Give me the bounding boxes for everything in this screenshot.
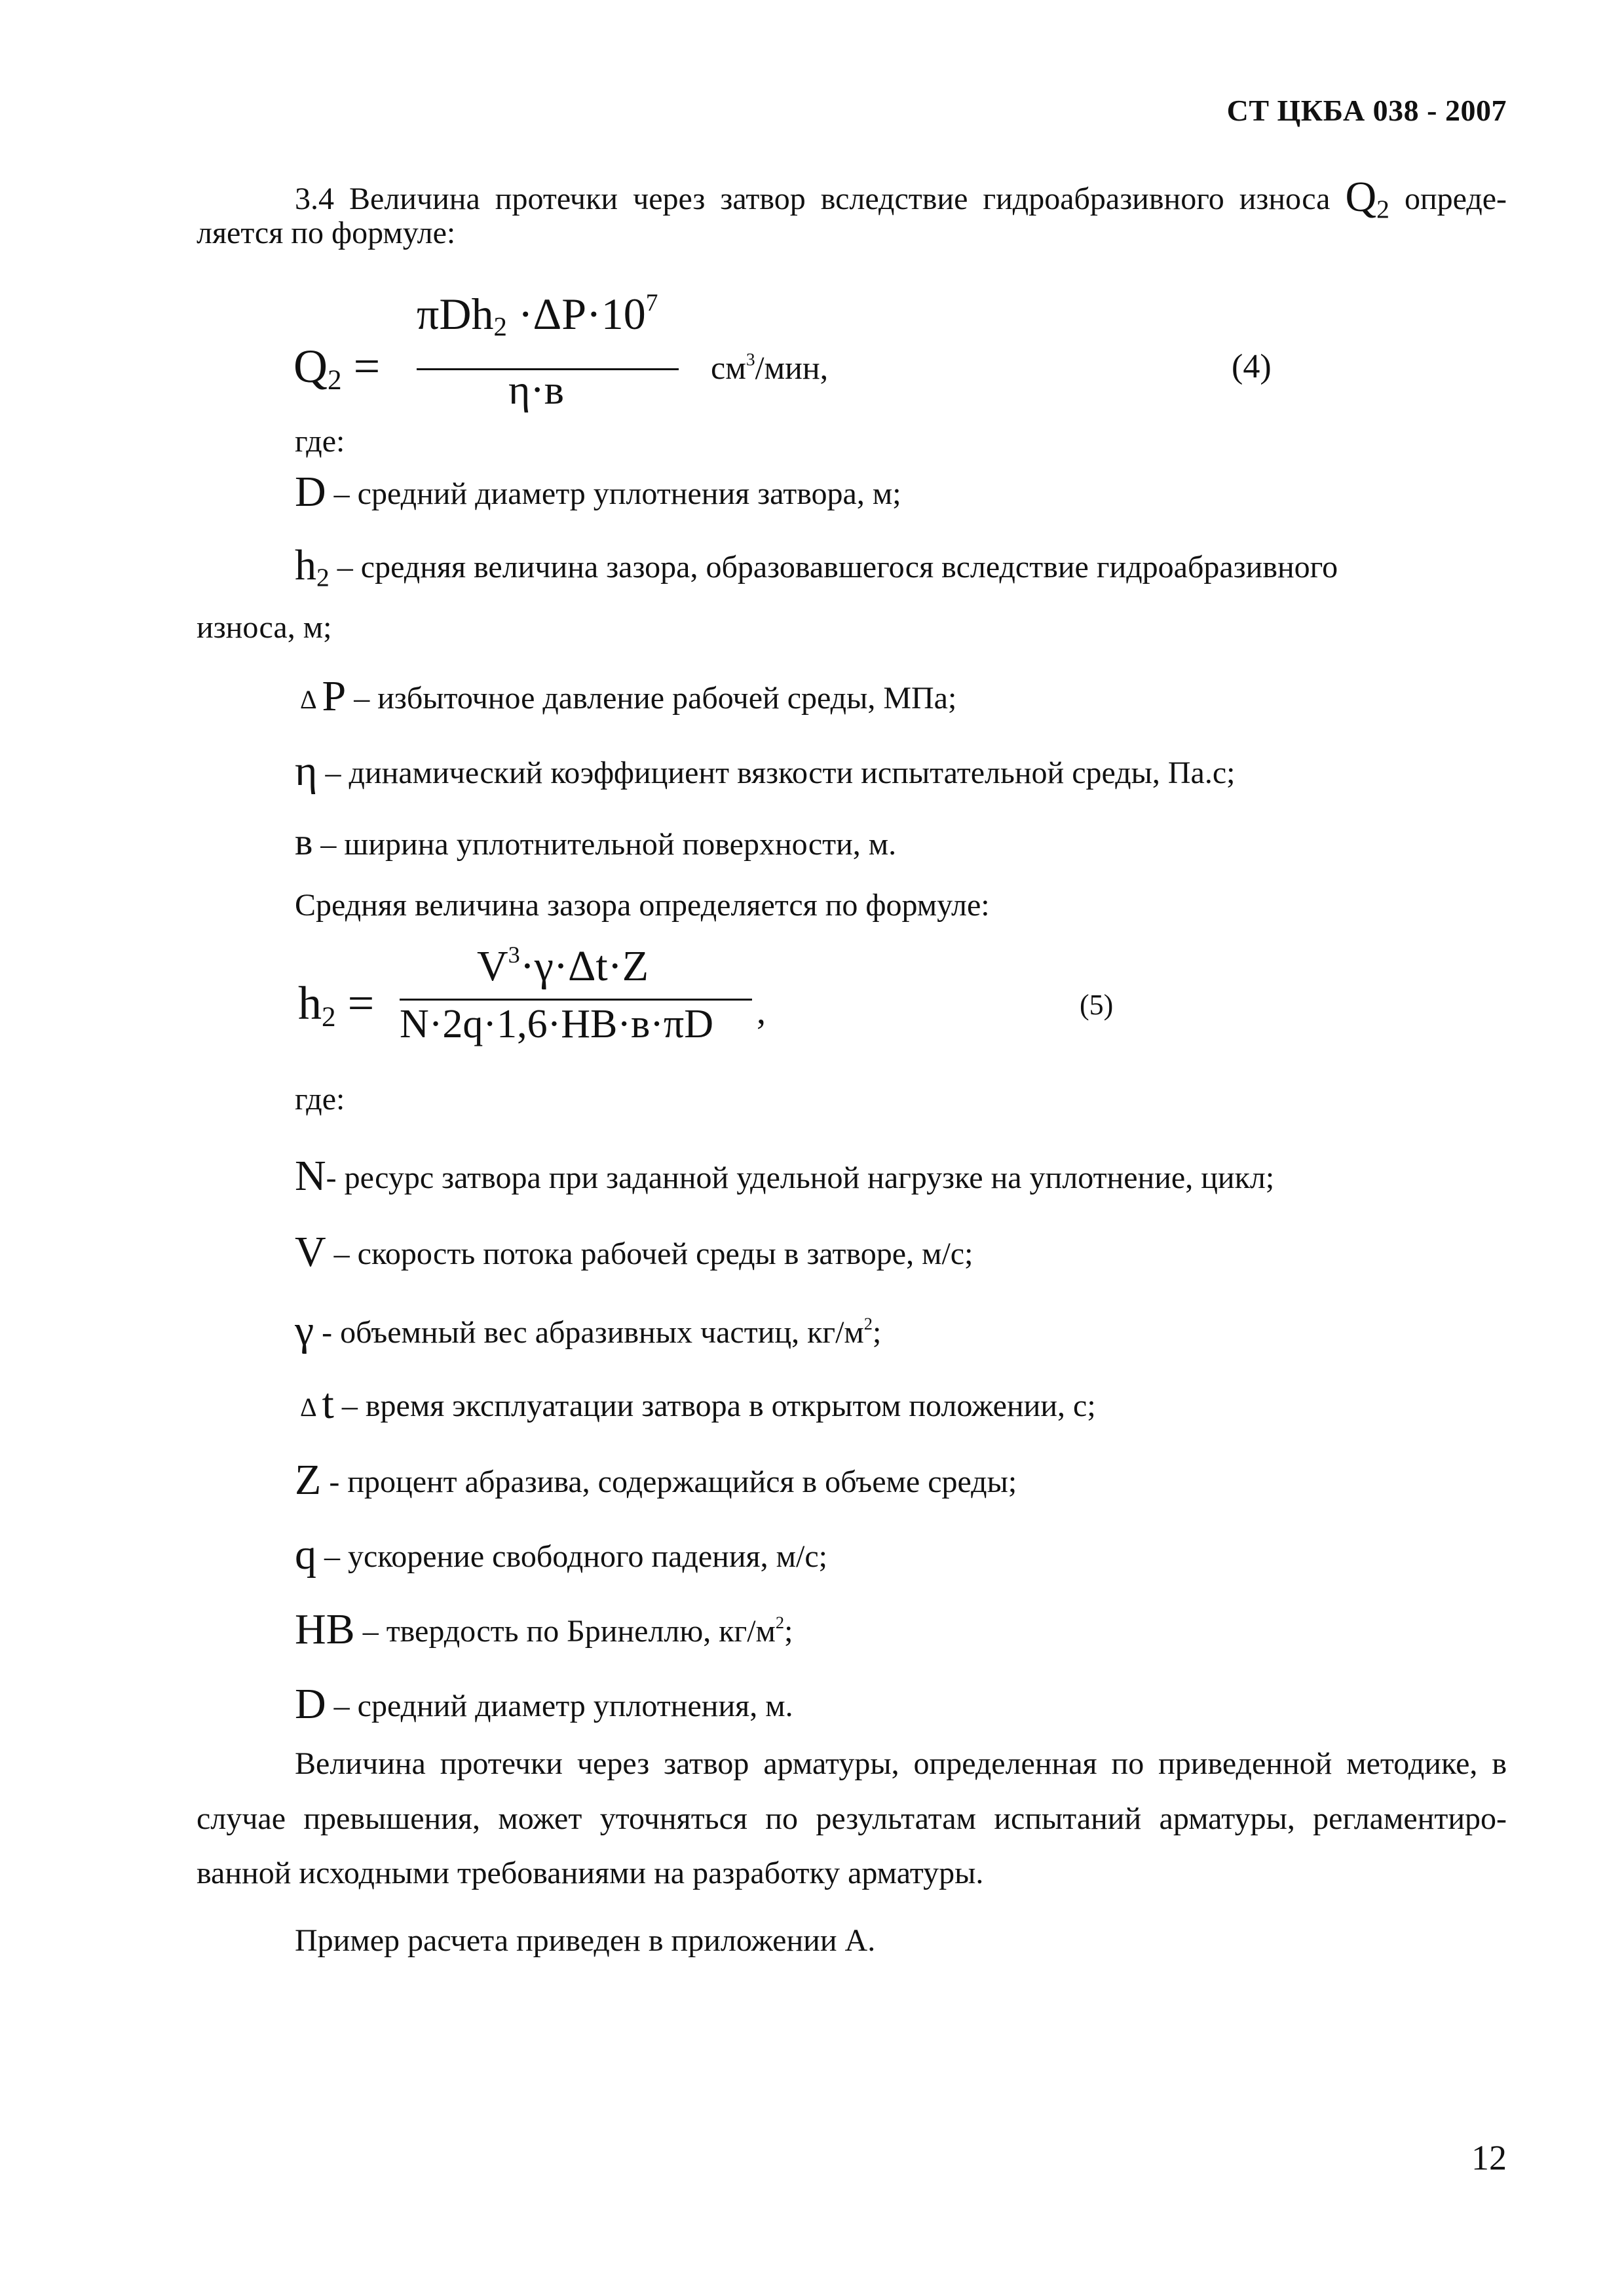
symbol-q2 <box>1345 173 1389 221</box>
definition-q <box>295 1533 827 1577</box>
symbol-h: h <box>295 541 316 589</box>
definition-hb-sup: 2 <box>775 1613 785 1633</box>
formula-5-num-sup: 3 <box>508 942 520 968</box>
formula-4-unit <box>711 349 828 387</box>
formula-4-lhs-sub: 2 <box>328 364 342 396</box>
symbol-h-sub: 2 <box>316 562 330 592</box>
formula-4-num-sub: 2 <box>493 312 507 342</box>
formula-5-comma: , <box>757 991 766 1032</box>
delta-sign: Δ <box>300 685 322 714</box>
definition-gamma-end: ; <box>873 1315 882 1350</box>
definition-delta-p-text: – избыточное давление рабочей среды, МПа; <box>346 681 957 716</box>
symbol-d: D <box>295 468 326 516</box>
formula-5-intro: Средняя величина зазора определяется по формуле: <box>295 888 990 923</box>
definition-b <box>295 820 897 863</box>
definition-h2-continued: износа, м; <box>197 610 332 645</box>
formula-4-num-sup: 7 <box>645 289 658 316</box>
formula-5-number: (5) <box>1080 989 1114 1021</box>
definition-hb <box>295 1605 793 1653</box>
definition-n-text: - ресурс затвора при заданной удельной нагрузке на уплотнение, цикл; <box>326 1160 1275 1195</box>
intro-text: 3.4 Величина протечки через затвор вследствие гидроабразивного износа <box>295 182 1331 216</box>
formula-5-num-b: ·γ·Δt·Z <box>519 942 649 991</box>
definition-h2-text: – средняя величина зазора, образовавшегося вследствие гидроабразивного <box>329 550 1338 584</box>
symbol-eta: η <box>295 747 318 795</box>
formula-4-equals: = <box>341 340 381 392</box>
formula-5-equals: = <box>335 977 375 1029</box>
symbol-t: t <box>322 1380 334 1428</box>
definition-v-text: – скорость потока рабочей среды в затворе, м/с; <box>326 1236 973 1271</box>
formula-5-lhs-symbol: h <box>298 977 322 1029</box>
formula-4-lhs-symbol: Q <box>293 340 328 392</box>
intro-line-2: ляется по формуле: <box>197 216 456 250</box>
formula-4-number: (4) <box>1232 348 1272 385</box>
formula-4-num-a: πDh <box>417 289 494 339</box>
definition-eta-text: – динамический коэффициент вязкости испытательной среды, Па.с; <box>317 756 1236 790</box>
formula-5-lhs <box>298 976 374 1033</box>
formula-4-unit-sup: 3 <box>746 349 755 370</box>
intro-line-1 <box>295 173 1507 223</box>
formula-4-unit-b: /мин, <box>755 349 829 386</box>
formula-5-fraction-bar <box>400 999 752 1001</box>
formula-4-denominator: η·в <box>508 366 564 413</box>
definition-gamma-sup: 2 <box>863 1314 873 1334</box>
formula-5-denominator: N·2q·1,6·HB·в·πD <box>400 1002 713 1046</box>
definition-hb-text: – твердость по Бринеллю, кг/м <box>354 1614 776 1649</box>
definition-eta <box>295 747 1236 795</box>
closing-line-1: Величина протечки через затвор арматуры, определенная по приведенной методике, в <box>295 1746 1507 1781</box>
definition-d-2-text: – средний диаметр уплотнения, м. <box>326 1689 793 1723</box>
symbol-q-sub: 2 <box>1376 194 1389 223</box>
definition-z-text: - процент абразива, содержащийся в объеме среды; <box>321 1464 1017 1499</box>
definition-h2 <box>295 541 1338 592</box>
formula-4-unit-a: см <box>711 349 746 386</box>
page-number: 12 <box>1471 2138 1507 2177</box>
formula-5-lhs-sub: 2 <box>322 1001 336 1033</box>
symbol-v: V <box>295 1228 326 1276</box>
formula-4-lhs <box>293 339 380 396</box>
example-reference: Пример расчета приведен в приложении А. <box>295 1923 876 1958</box>
formula-4-numerator <box>417 288 658 342</box>
closing-line-2: случае превышения, может уточняться по результатам испытаний арматуры, регламентиро- <box>197 1801 1507 1836</box>
symbol-q-small: q <box>295 1531 316 1578</box>
symbol-h2 <box>295 541 330 592</box>
definition-d-text: – средний диаметр уплотнения затвора, м; <box>326 476 901 511</box>
definition-delta-p <box>300 672 957 720</box>
symbol-q: Q <box>1345 173 1377 221</box>
definition-z <box>295 1456 1017 1504</box>
intro-hyphenated-end: опреде- <box>1404 182 1507 216</box>
definition-hb-end: ; <box>784 1614 793 1649</box>
symbol-p: P <box>322 672 347 720</box>
symbol-hb: HB <box>295 1605 355 1653</box>
definition-q-text: – ускорение свободного падения, м/с; <box>316 1539 827 1574</box>
delta-sign-t: Δ <box>300 1392 322 1422</box>
symbol-n: N <box>295 1152 326 1200</box>
symbol-gamma: γ <box>295 1307 314 1354</box>
where-label-2: где: <box>295 1082 345 1117</box>
formula-4-num-b: ·ΔP·10 <box>506 289 646 339</box>
symbol-z: Z <box>295 1456 322 1504</box>
where-label-1: где: <box>295 424 345 459</box>
symbol-b: в <box>295 820 313 863</box>
definition-delta-t <box>300 1380 1096 1428</box>
definition-d <box>295 470 901 514</box>
definition-v <box>295 1228 973 1276</box>
closing-line-3: ванной исходными требованиями на разработку арматуры. <box>197 1856 984 1890</box>
symbol-d-2: D <box>295 1680 326 1728</box>
definition-b-text: – ширина уплотнительной поверхности, м. <box>312 827 897 862</box>
definition-n <box>295 1152 1275 1200</box>
formula-5-numerator <box>477 941 649 991</box>
formula-5-num-a: V <box>477 942 508 991</box>
definition-gamma <box>295 1309 881 1352</box>
document-code-header: СТ ЦКБА 038 - 2007 <box>1226 94 1507 127</box>
definition-d-2 <box>295 1680 793 1728</box>
definition-gamma-text: - объемный вес абразивных частиц, кг/м <box>314 1315 864 1350</box>
definition-delta-t-text: – время эксплуатации затвора в открытом положении, с; <box>333 1388 1096 1423</box>
